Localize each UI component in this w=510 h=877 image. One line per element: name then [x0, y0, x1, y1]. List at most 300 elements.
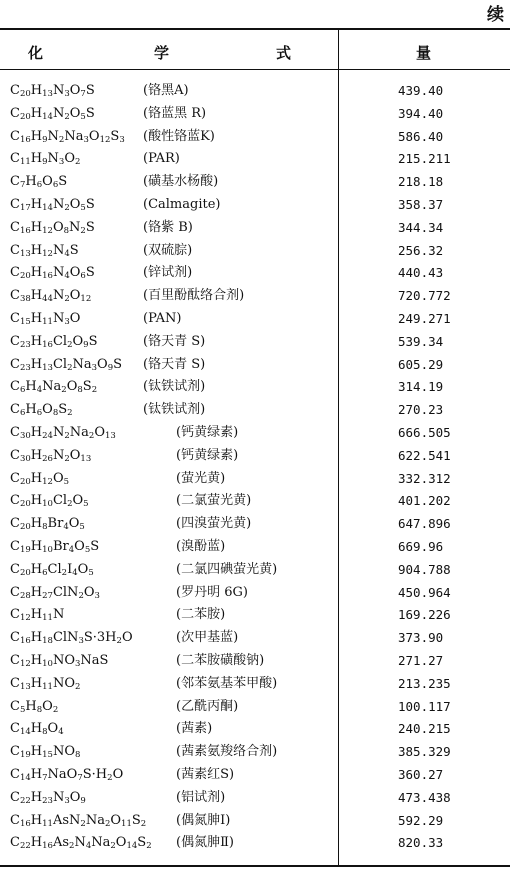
formula-element: O [52, 470, 64, 486]
formula-element: H [30, 584, 43, 600]
formula-cell [10, 376, 97, 399]
molecular-weight: 586.40 [398, 128, 444, 144]
table-row [0, 240, 510, 263]
formula-element: ClN [52, 584, 79, 600]
formula-cell [10, 604, 64, 627]
molecular-weight: 401.202 [398, 493, 451, 509]
formula-subscript: 4 [68, 544, 75, 555]
compound-name: (溴酚蓝) [176, 538, 226, 554]
formula-element: H [30, 219, 43, 235]
formula-subscript: 20 [19, 111, 31, 122]
table-row [0, 103, 510, 126]
formula-element: S [85, 265, 95, 281]
formula-element: O [47, 721, 59, 737]
formula-cell [10, 80, 95, 103]
formula-element: O [72, 493, 84, 509]
formula-subscript: 6 [36, 408, 43, 419]
formula-element: O [88, 128, 100, 144]
formula-subscript: 8 [42, 727, 48, 738]
compound-name: (四溴萤光黄) [176, 516, 252, 532]
formula-subscript: 15 [19, 316, 31, 327]
formula-element: S [113, 356, 123, 372]
formula-subscript: 4 [64, 271, 70, 282]
molecular-weight: 218.18 [398, 174, 444, 190]
formula-cell [10, 171, 67, 194]
molecular-weight: 592.29 [398, 812, 444, 828]
formula-element: S [85, 219, 95, 235]
formula-element: N [52, 789, 65, 805]
formula-element: O [83, 584, 95, 600]
header-quantity: 量 [416, 44, 432, 62]
formula-subscript: 3 [78, 636, 84, 647]
formula-subscript: 16 [19, 134, 31, 145]
table-row [0, 604, 510, 627]
table-row [0, 331, 510, 354]
molecular-weight: 360.27 [398, 766, 444, 782]
formula-element: C [10, 447, 20, 463]
formula-element: C [10, 402, 20, 418]
table-top-rule [0, 28, 510, 30]
formula-element: C [10, 812, 20, 828]
formula-cell [10, 468, 69, 491]
formula-subscript: 38 [19, 294, 31, 305]
table-row [0, 445, 510, 468]
formula-element: O [94, 424, 105, 440]
table-row [0, 262, 510, 285]
formula-element: O [69, 196, 81, 212]
formula-element: As [52, 835, 70, 851]
formula-element: O [112, 766, 124, 782]
formula-element: S [58, 402, 68, 418]
formula-element: H [30, 83, 43, 98]
formula-subscript: 8 [36, 704, 43, 715]
formula-element: H [30, 812, 43, 828]
formula-subscript: 6 [42, 567, 48, 578]
formula-cell [10, 536, 99, 559]
formula-element: N [52, 83, 65, 98]
compound-name: (二苯胺磺酸钠) [176, 652, 265, 668]
formula-element: N [69, 219, 81, 235]
formula-subscript: 16 [19, 636, 31, 647]
formula-subscript: 2 [67, 408, 73, 419]
formula-subscript: 16 [42, 841, 53, 852]
formula-cell [10, 445, 91, 468]
formula-subscript: 2 [64, 294, 70, 305]
formula-cell [10, 764, 123, 787]
formula-element: N [52, 424, 65, 440]
formula-element: NaO [47, 766, 78, 782]
formula-subscript: 2 [107, 772, 113, 783]
formula-cell [10, 627, 133, 650]
formula-element: ClN [52, 630, 79, 646]
formula-subscript: 12 [42, 225, 53, 236]
formula-element: C [10, 288, 20, 304]
formula-element: S [131, 812, 141, 828]
formula-subscript: 6 [52, 180, 59, 191]
formula-subscript: 9 [107, 362, 114, 373]
formula-element: N [52, 607, 65, 623]
formula-element: O [72, 333, 84, 349]
formula-element: N [52, 265, 65, 281]
table-row [0, 217, 510, 240]
formula-subscript: 17 [19, 202, 31, 213]
formula-element: NO [52, 744, 75, 760]
formula-element: O [42, 174, 53, 190]
formula-subscript: 5 [80, 202, 86, 213]
molecular-weight: 169.226 [398, 607, 451, 623]
formula-subscript: 2 [67, 362, 73, 373]
formula-subscript: 13 [42, 362, 53, 373]
formula-subscript: 13 [19, 248, 31, 259]
formula-cell [10, 331, 97, 354]
formula-element: O [66, 379, 78, 395]
formula-cell [10, 148, 80, 171]
formula-element: H [30, 630, 43, 646]
formula-subscript: 19 [19, 750, 31, 761]
formula-element: O [42, 698, 53, 714]
molecular-weight: 440.43 [398, 265, 444, 281]
formula-element: C [10, 789, 20, 805]
formula-element: O [121, 630, 133, 646]
formula-subscript: 5 [19, 704, 26, 715]
formula-element: H [30, 105, 43, 121]
formula-cell [10, 696, 58, 719]
formula-subscript: 7 [77, 772, 83, 783]
table-row [0, 148, 510, 171]
compound-name: (铬蓝黑 R) [143, 105, 207, 121]
formula-element: C [10, 151, 20, 167]
compound-name: (酸性铬蓝K) [143, 128, 215, 144]
formula-subscript: 2 [75, 681, 81, 692]
formula-element: S·H [82, 766, 108, 782]
formula-subscript: 2 [140, 818, 147, 829]
molecular-weight: 100.117 [398, 698, 451, 714]
formula-subscript: 3 [64, 316, 70, 327]
formula-element: Na [64, 128, 84, 144]
formula-element: O [77, 561, 89, 577]
table-row [0, 718, 510, 741]
formula-subscript: 2 [64, 202, 70, 213]
molecular-weight: 539.34 [398, 333, 444, 349]
formula-subscript: 2 [104, 818, 111, 829]
compound-name: (铬黑A) [143, 83, 189, 98]
molecular-weight: 240.215 [398, 721, 451, 737]
formula-subscript: 5 [63, 476, 70, 487]
table-row [0, 650, 510, 673]
formula-subscript: 28 [19, 590, 31, 601]
formula-subscript: 10 [42, 544, 53, 555]
formula-element: H [25, 174, 37, 190]
formula-element: C [10, 196, 20, 212]
formula-subscript: 2 [75, 157, 81, 168]
formula-subscript: 2 [58, 134, 65, 145]
formula-cell [10, 354, 122, 377]
formula-subscript: 4 [85, 841, 92, 852]
formula-subscript: 4 [63, 522, 69, 533]
molecular-weight: 473.438 [398, 789, 451, 805]
formula-subscript: 14 [42, 202, 53, 213]
table-row [0, 764, 510, 787]
table-row [0, 422, 510, 445]
formula-element: C [10, 105, 20, 121]
formula-subscript: 12 [99, 134, 111, 145]
formula-element: C [10, 265, 20, 281]
molecular-weight: 720.772 [398, 288, 451, 304]
formula-element: O [97, 356, 108, 372]
formula-element: N [47, 151, 59, 167]
formula-cell [10, 308, 80, 331]
formula-subscript: 12 [42, 476, 53, 487]
formula-cell [10, 240, 79, 263]
table-row [0, 536, 510, 559]
formula-subscript: 11 [19, 157, 31, 168]
formula-subscript: 4 [36, 385, 43, 396]
formula-element: H [30, 424, 43, 440]
formula-subscript: 24 [42, 430, 53, 441]
formula-element: H [30, 561, 43, 577]
formula-element: S [69, 242, 79, 258]
compound-name: (钛铁试剂) [143, 402, 206, 418]
formula-element: S [110, 128, 120, 144]
formula-subscript: 16 [19, 225, 31, 236]
formula-element: Br [47, 516, 64, 532]
formula-cell [10, 650, 108, 673]
header-formula-char-3: 式 [276, 44, 292, 62]
formula-element: S [137, 835, 147, 851]
formula-element: C [10, 675, 20, 691]
formula-subscript: 26 [42, 453, 53, 464]
formula-element: H [30, 242, 43, 258]
formula-element: O [69, 288, 81, 304]
formula-element: O [69, 789, 81, 805]
compound-name: (萤光黄) [176, 470, 226, 486]
compound-name: (偶氮胂Ⅱ) [176, 835, 234, 851]
compound-name: (Calmagite) [143, 196, 221, 212]
formula-subscript: 8 [63, 225, 70, 236]
compound-name: (钙黄绿素) [176, 424, 239, 440]
compound-name: (锌试剂) [143, 265, 193, 281]
table-row [0, 194, 510, 217]
formula-cell [10, 399, 73, 422]
table-row [0, 832, 510, 855]
formula-element: NO [52, 675, 75, 691]
formula-element: O [115, 835, 127, 851]
formula-subscript: 30 [19, 430, 31, 441]
formula-element: C [10, 766, 20, 782]
formula-subscript: 7 [42, 772, 48, 783]
molecular-weight: 271.27 [398, 652, 444, 668]
compound-name: (偶氮胂Ⅰ) [176, 812, 231, 828]
formula-subscript: 20 [19, 499, 31, 510]
formula-element: H [30, 789, 43, 805]
compound-name: (二氯萤光黄) [176, 493, 252, 509]
formula-subscript: 2 [110, 841, 116, 852]
formula-cell [10, 422, 116, 445]
molecular-weight: 314.19 [398, 379, 444, 395]
formula-subscript: 7 [19, 180, 26, 191]
formula-subscript: 20 [19, 522, 31, 533]
formula-element: H [25, 402, 37, 418]
formula-subscript: 14 [19, 772, 31, 783]
formula-element: C [10, 310, 20, 326]
formula-element: C [10, 493, 20, 509]
formula-subscript: 3 [64, 89, 70, 99]
formula-element: C [10, 698, 20, 714]
header-formula-char-1: 化 [28, 44, 44, 62]
formula-element: N [74, 835, 86, 851]
formula-subscript: 2 [80, 818, 86, 829]
formula-element: N [47, 128, 59, 144]
formula-cell [10, 741, 80, 764]
formula-cell [10, 490, 89, 513]
formula-subscript: 18 [42, 636, 53, 647]
formula-element: NO [52, 652, 75, 668]
formula-subscript: 4 [58, 727, 64, 738]
molecular-weight: 904.788 [398, 561, 451, 577]
formula-subscript: 20 [19, 476, 31, 487]
formula-element: C [10, 174, 20, 190]
formula-element: O [74, 538, 85, 554]
formula-subscript: 8 [77, 385, 83, 396]
formula-subscript: 2 [88, 430, 95, 441]
formula-element: H [30, 288, 43, 304]
formula-subscript: 2 [80, 225, 86, 236]
formula-element: I [67, 561, 73, 577]
formula-element: O [68, 516, 80, 532]
formula-subscript: 11 [42, 681, 53, 692]
formula-element: N [52, 105, 65, 121]
formula-element: Na [42, 379, 62, 395]
formula-element: H [30, 493, 43, 509]
formula-subscript: 27 [42, 590, 53, 601]
compound-name: (双硫腙) [143, 242, 193, 258]
formula-subscript: 12 [80, 294, 92, 305]
compound-name: (钙黄绿素) [176, 447, 239, 463]
compound-name: (钛铁试剂) [143, 379, 206, 395]
formula-subscript: 2 [146, 841, 152, 852]
formula-subscript: 19 [19, 544, 31, 555]
formula-element: C [10, 516, 20, 532]
formula-subscript: 22 [19, 841, 31, 852]
formula-element: O [110, 812, 122, 828]
formula-element: O [69, 310, 81, 326]
formula-element: H [30, 151, 43, 167]
molecular-weight: 820.33 [398, 835, 444, 851]
continued-label: 续 [487, 5, 504, 25]
formula-cell [10, 718, 64, 741]
formula-element: C [10, 538, 20, 554]
molecular-weight: 215.211 [398, 151, 451, 167]
formula-subscript: 6 [36, 180, 43, 191]
formula-element: N [52, 310, 65, 326]
formula-subscript: 23 [19, 339, 31, 350]
formula-element: H [30, 333, 43, 349]
molecular-weight: 256.32 [398, 242, 444, 258]
formula-subscript: 13 [80, 453, 92, 464]
molecular-weight: 213.235 [398, 675, 451, 691]
formula-subscript: 8 [75, 750, 81, 761]
formula-element: H [30, 744, 43, 760]
compound-name: (次甲基蓝) [176, 630, 239, 646]
formula-element: Na [69, 424, 89, 440]
compound-name: (罗丹明 6G) [176, 584, 248, 600]
table-row [0, 126, 510, 149]
formula-subscript: 5 [84, 544, 91, 555]
formula-subscript: 6 [19, 385, 26, 396]
formula-element: C [10, 424, 20, 440]
compound-name: (铬紫 B) [143, 219, 193, 235]
formula-subscript: 9 [80, 795, 86, 806]
formula-element: H [30, 721, 43, 737]
formula-subscript: 23 [19, 362, 31, 373]
formula-element: O [69, 83, 81, 98]
table-row [0, 171, 510, 194]
formula-subscript: 10 [42, 658, 53, 669]
formula-subscript: 2 [52, 704, 59, 715]
formula-cell [10, 582, 100, 605]
formula-subscript: 12 [19, 658, 31, 669]
formula-element: C [10, 470, 20, 486]
formula-subscript: 2 [67, 499, 73, 510]
molecular-weight: 666.505 [398, 424, 451, 440]
formula-element: C [10, 721, 20, 737]
formula-subscript: 12 [19, 613, 31, 624]
molecular-weight: 270.23 [398, 402, 444, 418]
table-bottom-rule [0, 865, 510, 867]
formula-subscript: 11 [42, 316, 53, 327]
formula-element: S [82, 379, 92, 395]
formula-subscript: 16 [42, 339, 53, 350]
formula-subscript: 44 [42, 294, 53, 305]
formula-element: NaS [80, 652, 109, 668]
formula-element: S [58, 174, 68, 190]
formula-element: Na [72, 356, 92, 372]
formula-element: H [30, 356, 43, 372]
formula-subscript: 13 [104, 430, 116, 441]
formula-element: C [10, 219, 20, 235]
formula-subscript: 4 [72, 567, 78, 578]
formula-element: AsN [52, 812, 81, 828]
molecular-weight: 439.40 [398, 83, 444, 98]
formula-element: Cl [47, 561, 62, 577]
formula-element: H [30, 675, 43, 691]
formula-subscript: 2 [116, 636, 122, 647]
formula-element: S [85, 196, 95, 212]
table-row [0, 376, 510, 399]
formula-element: Cl [52, 333, 68, 349]
formula-cell [10, 285, 91, 308]
formula-cell [10, 217, 95, 240]
formula-element: O [52, 219, 64, 235]
formula-element: H [30, 607, 43, 623]
formula-subscript: 2 [64, 453, 70, 464]
formula-element: H [30, 538, 43, 554]
table-row [0, 787, 510, 810]
formula-subscript: 12 [42, 248, 53, 259]
formula-element: H [30, 196, 43, 212]
molecular-weight: 385.329 [398, 744, 451, 760]
molecular-weight: 332.312 [398, 470, 451, 486]
molecular-weight: 669.96 [398, 538, 444, 554]
formula-subscript: 11 [42, 613, 53, 624]
compound-name: (邻苯氨基苯甲酸) [176, 675, 278, 691]
formula-subscript: 11 [42, 818, 53, 829]
molecular-weight: 358.37 [398, 196, 444, 212]
formula-subscript: 3 [83, 134, 89, 145]
formula-element: H [30, 265, 43, 281]
formula-subscript: 3 [75, 658, 81, 669]
formula-element: H [25, 698, 37, 714]
